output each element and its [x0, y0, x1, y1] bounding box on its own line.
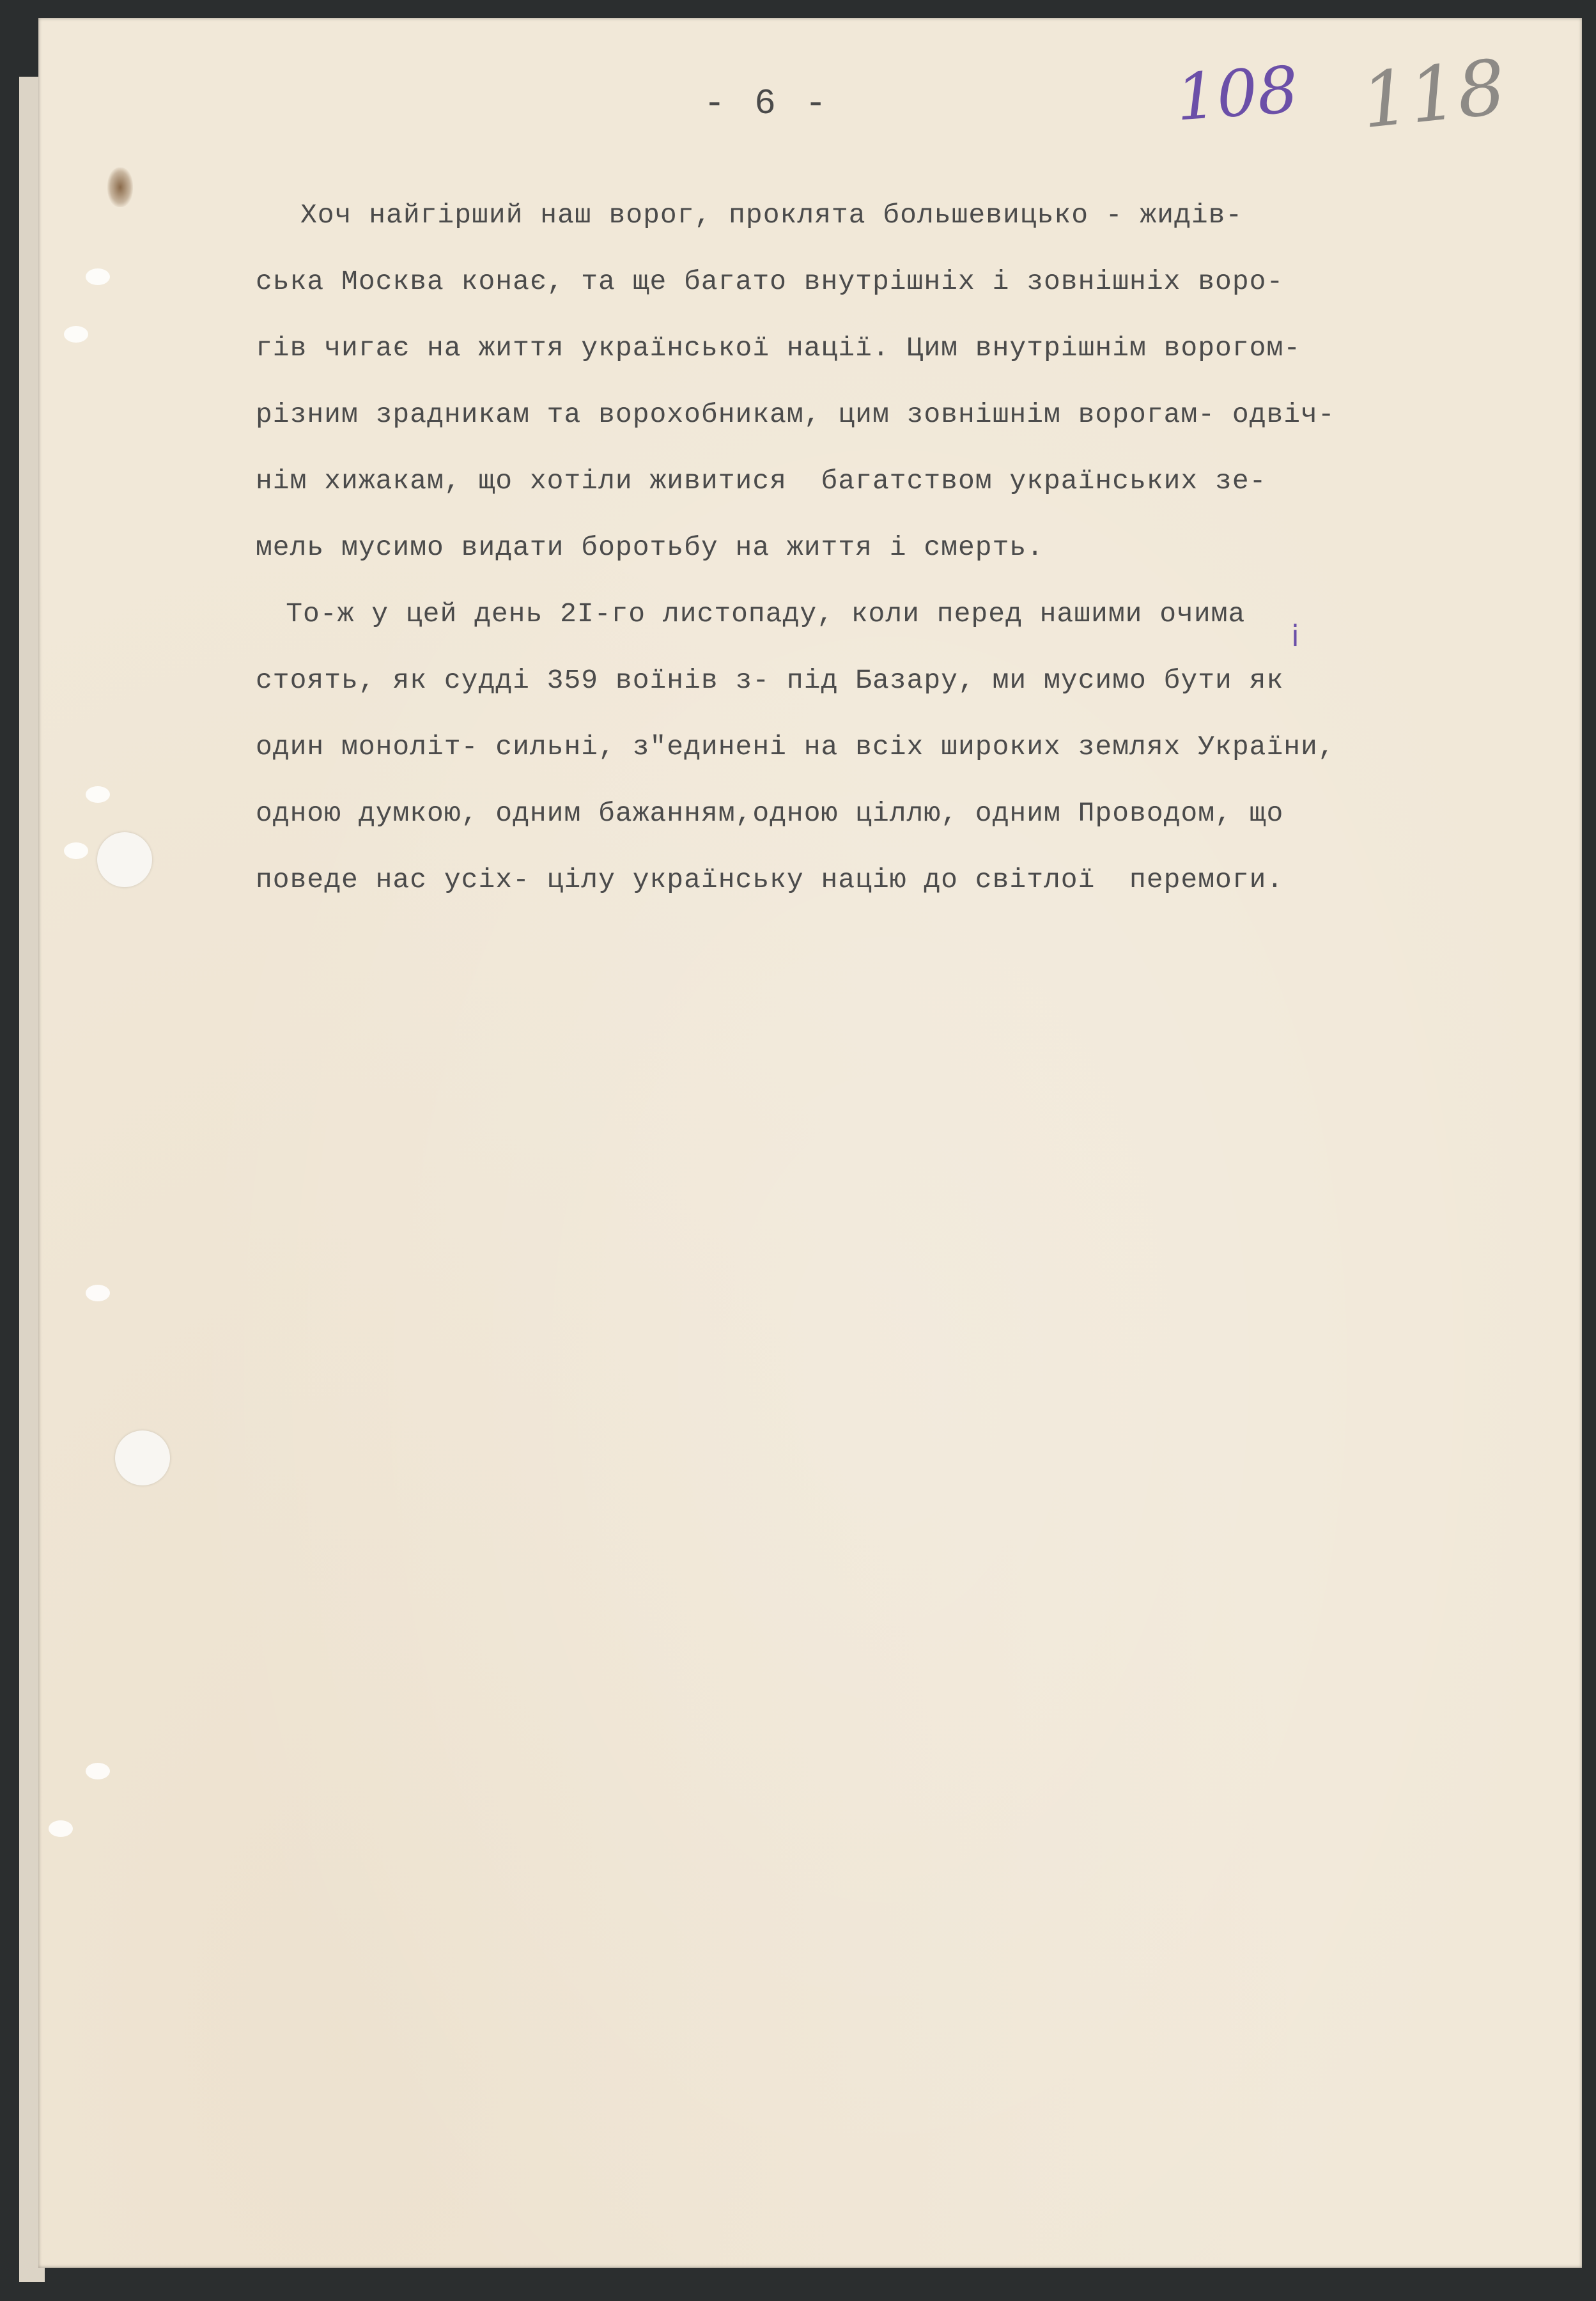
paper-nick: [86, 786, 110, 803]
text-line: гів чигає на життя української нації. Цим внутрішнім ворогом-: [256, 332, 1301, 364]
paper-nick: [86, 1763, 110, 1779]
text-line: мель мусимо видати боротьбу на життя і смерть.: [256, 532, 1044, 563]
text-line: одною думкою, одним бажанням,одною ціллю, одним Проводом, що: [256, 798, 1284, 829]
paper-nick: [86, 1285, 110, 1301]
paper-nick: [86, 268, 110, 285]
text-line: різним зрадникам та ворохобникам, цим зовнішнім ворогам- одвіч-: [256, 399, 1335, 430]
paper-nick: [64, 842, 88, 859]
text-line: один моноліт- сильні, з"единені на всіх широких землях України,: [256, 731, 1335, 763]
text-line: То-ж у цей день 2I-го листопаду, коли перед нашими очима: [217, 598, 1246, 630]
handwritten-correction-mark: і: [1291, 619, 1299, 653]
typed-text: [217, 182, 1553, 913]
text-line: стоять, як судді 359 воїнів з- під Базару, ми мусимо бути як: [256, 665, 1284, 696]
text-line: поведе нас усіх- цілу українську націю до світлої перемоги.: [256, 864, 1284, 895]
paragraph-1: [256, 182, 1553, 581]
punch-hole-top: [97, 832, 152, 887]
punch-hole-bottom: [115, 1430, 170, 1485]
paper-nick: [49, 1820, 73, 1837]
paragraph-2: [217, 581, 1553, 913]
text-line: нім хижакам, що хотіли живитися багатством українських зе-: [256, 465, 1267, 497]
archive-number-handwritten: 108: [1174, 52, 1301, 136]
page-number: - 6 -: [703, 83, 831, 124]
rust-stain: [107, 167, 133, 207]
text-line: ська Москва конає, та ще багато внутрішніх і зовнішніх воро-: [256, 266, 1284, 297]
paper-nick: [64, 326, 88, 343]
text-line: Хоч найгірший наш ворог, проклята большевицько - жидів-: [300, 199, 1243, 231]
archive-number-pencil: 118: [1357, 42, 1510, 146]
